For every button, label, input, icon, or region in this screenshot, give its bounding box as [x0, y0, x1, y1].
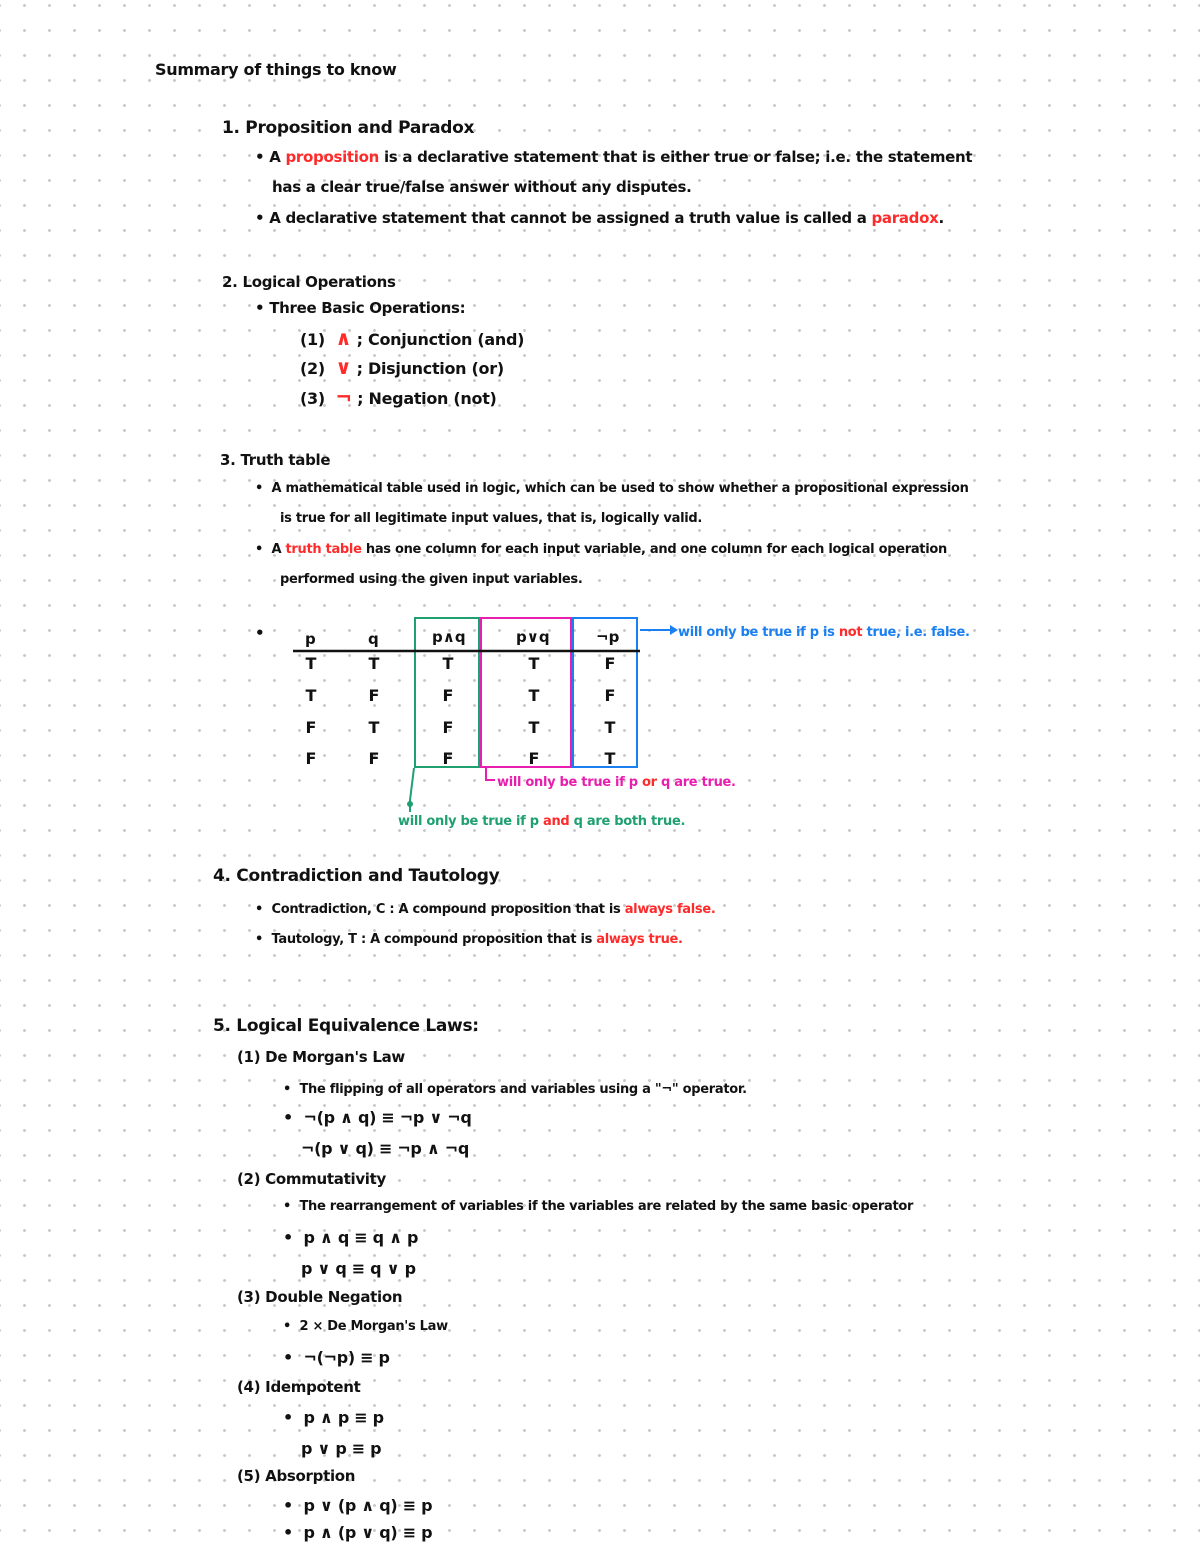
section-3-bullet-2-line-2: performed using the given input variables.	[280, 572, 583, 587]
truth-table-bullet: •	[255, 624, 265, 642]
section-5-heading: 5. Logical Equivalence Laws:	[213, 1016, 479, 1036]
section-1-bullet-2: • A declarative statement that cannot be assigned a truth value is called a paradox.	[255, 209, 944, 227]
section-3-heading: 3. Truth table	[220, 451, 331, 469]
table-cell: F	[305, 749, 317, 768]
header-q: q	[368, 630, 379, 648]
law-1-line-2: • ¬(p ∧ q) ≡ ¬p ∨ ¬q	[283, 1108, 472, 1127]
header-p-and-q: p∧q	[432, 628, 466, 646]
bullet-dot: •	[255, 481, 272, 496]
section-2-heading: 2. Logical Operations	[222, 273, 396, 291]
law-2-line-1: • The rearrangement of variables if the variables are related by the same basic operator	[283, 1199, 914, 1214]
note-conjunction: will only be true if p and q are both true.	[398, 814, 686, 829]
table-cell: F	[305, 718, 317, 737]
table-cell: F	[604, 686, 616, 705]
table-cell: T	[528, 686, 540, 705]
term-paradox: paradox	[871, 209, 939, 227]
table-cell: F	[442, 718, 454, 737]
section-1-bullet-1: • A proposition is a declarative statement that is either true or false; i.e. the statement	[255, 148, 973, 166]
law-2-title: (2) Commutativity	[237, 1170, 386, 1188]
law-1-line-1: • The flipping of all operators and variables using a "¬" operator.	[283, 1082, 747, 1097]
section-4-heading: 4. Contradiction and Tautology	[213, 866, 500, 886]
or-symbol: ∨	[335, 355, 352, 379]
section-4-bullet-2: • Tautology, T : A compound proposition that is always true.	[255, 932, 683, 947]
table-cell: T	[305, 686, 317, 705]
page-title: Summary of things to know	[155, 60, 397, 79]
table-cell: T	[305, 654, 317, 673]
section-1-heading: 1. Proposition and Paradox	[222, 118, 475, 138]
table-cell: F	[368, 686, 380, 705]
table-cell: T	[528, 718, 540, 737]
term-proposition: proposition	[285, 148, 380, 166]
table-cell: F	[442, 749, 454, 768]
note-negation: will only be true if p is not true, i.e. false.	[678, 625, 970, 640]
table-cell: F	[528, 749, 540, 768]
law-4-line-2: p ∨ p ≡ p	[301, 1439, 382, 1458]
bullet-dot: •	[255, 902, 272, 917]
law-3-line-1: • 2 × De Morgan's Law	[283, 1319, 448, 1334]
negation-arrow-head	[670, 625, 678, 635]
header-p: p	[305, 630, 316, 648]
header-p-or-q: p∨q	[516, 628, 550, 646]
table-cell: T	[604, 749, 616, 768]
bullet-dot: •	[255, 542, 272, 557]
law-5-title: (5) Absorption	[237, 1467, 356, 1485]
law-4-title: (4) Idempotent	[237, 1378, 361, 1396]
section-2-subheading: • Three Basic Operations:	[255, 299, 466, 317]
disjunction-pointer	[486, 768, 495, 780]
table-cell: F	[442, 686, 454, 705]
bullet-dot: •	[255, 299, 270, 317]
section-3-bullet-1: • A mathematical table used in logic, which can be used to show whether a propositional expression	[255, 481, 969, 496]
table-cell: T	[528, 654, 540, 673]
operation-not: (3) ¬ ; Negation (not)	[300, 385, 497, 409]
table-cell: F	[368, 749, 380, 768]
law-1-title: (1) De Morgan's Law	[237, 1048, 405, 1066]
note-disjunction: will only be true if p or q are true.	[497, 775, 736, 790]
table-cell: T	[368, 654, 380, 673]
law-2-line-2: • p ∧ q ≡ q ∧ p	[283, 1228, 419, 1247]
table-cell: T	[604, 718, 616, 737]
bullet-dot: •	[255, 932, 272, 947]
law-3-title: (3) Double Negation	[237, 1288, 403, 1306]
operation-or: (2) ∨ ; Disjunction (or)	[300, 355, 504, 379]
header-not-p: ¬p	[596, 628, 620, 646]
operation-and: (1) ∧ ; Conjunction (and)	[300, 326, 525, 350]
table-cell: T	[442, 654, 454, 673]
law-4-line-1: • p ∧ p ≡ p	[283, 1408, 384, 1427]
and-symbol: ∧	[335, 326, 352, 350]
term-truth-table: truth table	[285, 542, 362, 557]
law-3-line-2: • ¬(¬p) ≡ p	[283, 1348, 390, 1367]
law-2-line-3: p ∨ q ≡ q ∨ p	[301, 1259, 416, 1278]
law-5-line-2: • p ∧ (p ∨ q) ≡ p	[283, 1523, 433, 1542]
bullet-dot: •	[255, 148, 270, 166]
bullet-dot: •	[255, 209, 270, 227]
law-5-line-1: • p ∨ (p ∧ q) ≡ p	[283, 1496, 433, 1515]
conjunction-pointer-dot	[407, 801, 413, 807]
table-cell: F	[604, 654, 616, 673]
section-3-bullet-2: • A truth table has one column for each input variable, and one column for each logical operation	[255, 542, 947, 557]
section-3-bullet-1-line-2: is true for all legitimate input values, that is, logically valid.	[280, 511, 703, 526]
section-1-bullet-1-line-2: has a clear true/false answer without any disputes.	[272, 178, 692, 196]
not-symbol: ¬	[335, 385, 352, 409]
law-1-line-3: ¬(p ∨ q) ≡ ¬p ∧ ¬q	[301, 1139, 470, 1158]
table-cell: T	[368, 718, 380, 737]
section-4-bullet-1: • Contradiction, C : A compound proposition that is always false.	[255, 902, 716, 917]
